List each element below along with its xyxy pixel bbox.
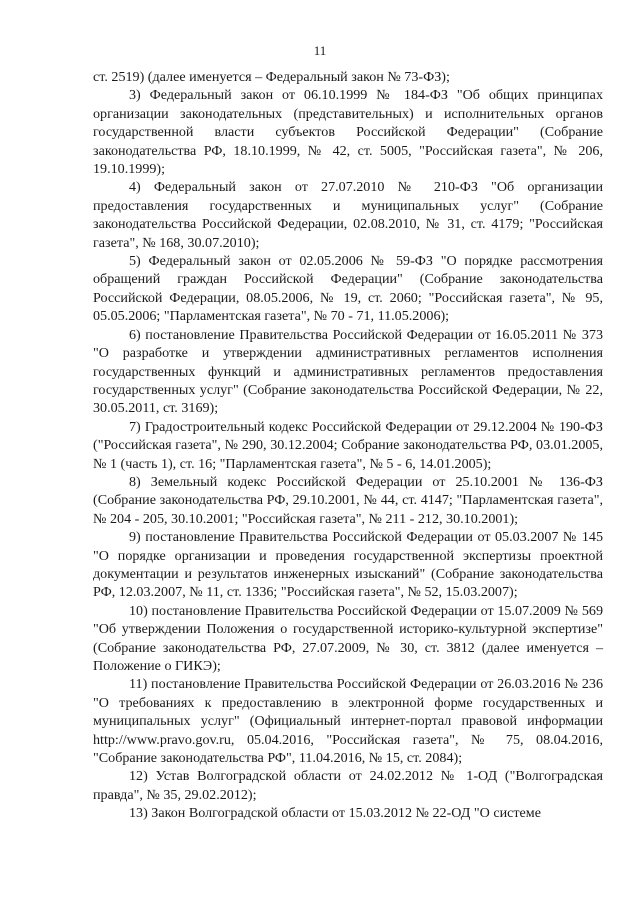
page-number: 11	[313, 43, 327, 58]
paragraph-item-5: 5) Федеральный закон от 02.05.2006 № 59-ФЗ "О порядке рассмотрения обращений граждан Российской Федерации" (Собрание законодательства Российской Федерации, 08.05.2006, № 19, ст. 2060; "Российская газета", № 95, 05.05.2006; "Парламентская газета", № 70 - 71, 11.05.2006);	[93, 253, 603, 325]
document-body	[93, 68, 603, 823]
paragraph-item-13: 13) Закон Волгоградской области от 15.03.2012 № 22-ОД "О системе	[129, 805, 541, 822]
paragraph-item-3: 3) Федеральный закон от 06.10.1999 № 184-ФЗ "Об общих принципах организации законодательных (представительных) и исполнительных органов государственной власти субъектов Российской Федерации" (Собрание законодательства РФ, 18.10.1999, № 42, ст. 5005, "Российская газета", № 206, 19.10.1999);	[93, 87, 603, 178]
paragraph-item-11: 11) постановление Правительства Российской Федерации от 26.03.2016 № 236 "О требованиях к предоставлению в электронной форме государственных и муниципальных услуг" (Официальный интернет-портал правовой информации http://www.pravo.gov.ru, 05.04.2016, "Российская газета", № 75, 08.04.2016, "Собрание законодательства РФ", 11.04.2016, № 15, ст. 2084);	[93, 676, 603, 767]
paragraph-continuation: ст. 2519) (далее именуется – Федеральный закон № 73-ФЗ);	[93, 69, 450, 85]
paragraph-item-6: 6) постановление Правительства Российской Федерации от 16.05.2011 № 373 "О разработке и утверждении административных регламентов исполнения государственных функций и административных регламентов предоставления государственных услуг" (Собрание законодательства Российской Федерации, № 22, 30.05.2011, ст. 3169);	[93, 326, 603, 417]
paragraph-item-7: 7) Градостроительный кодекс Российской Федерации от 29.12.2004 № 190-ФЗ ("Российская газета", № 290, 30.12.2004; Собрание законодательства РФ, 03.01.2005, № 1 (часть 1), ст. 16; "Парламентская газета", № 5 - 6, 14.01.2005);	[93, 418, 603, 472]
paragraph-item-8: 8) Земельный кодекс Российской Федерации от 25.10.2001 № 136-ФЗ (Собрание законодательства РФ, 29.10.2001, № 44, ст. 4147; "Парламентская газета", № 204 - 205, 30.10.2001; "Российская газета", № 211 - 212, 30.10.2001);	[93, 473, 603, 527]
paragraph-item-12: 12) Устав Волгоградской области от 24.02.2012 № 1-ОД ("Волгоградская правда", № 35, 29.02.2012);	[93, 768, 603, 803]
paragraph-item-4: 4) Федеральный закон от 27.07.2010 № 210-ФЗ "Об организации предоставления государственных и муниципальных услуг" (Собрание законодательства Российской Федерации, 02.08.2010, № 31, ст. 4179; "Российская газета", № 168, 30.07.2010);	[93, 179, 603, 251]
paragraph-item-10: 10) постановление Правительства Российской Федерации от 15.07.2009 № 569 "Об утверждении Положения о государственной историко-культурной экспертизе" (Собрание законодательства РФ, 27.07.2009, № 30, ст. 3812 (далее именуется – Положение о ГИКЭ);	[93, 602, 603, 674]
paragraph-item-9: 9) постановление Правительства Российской Федерации от 05.03.2007 № 145 "О порядке организации и проведения государственной экспертизы проектной документации и результатов инженерных изысканий" (Собрание законодательства РФ, 12.03.2007, № 11, ст. 1336; "Российская газета", № 52, 15.03.2007);	[93, 529, 603, 601]
